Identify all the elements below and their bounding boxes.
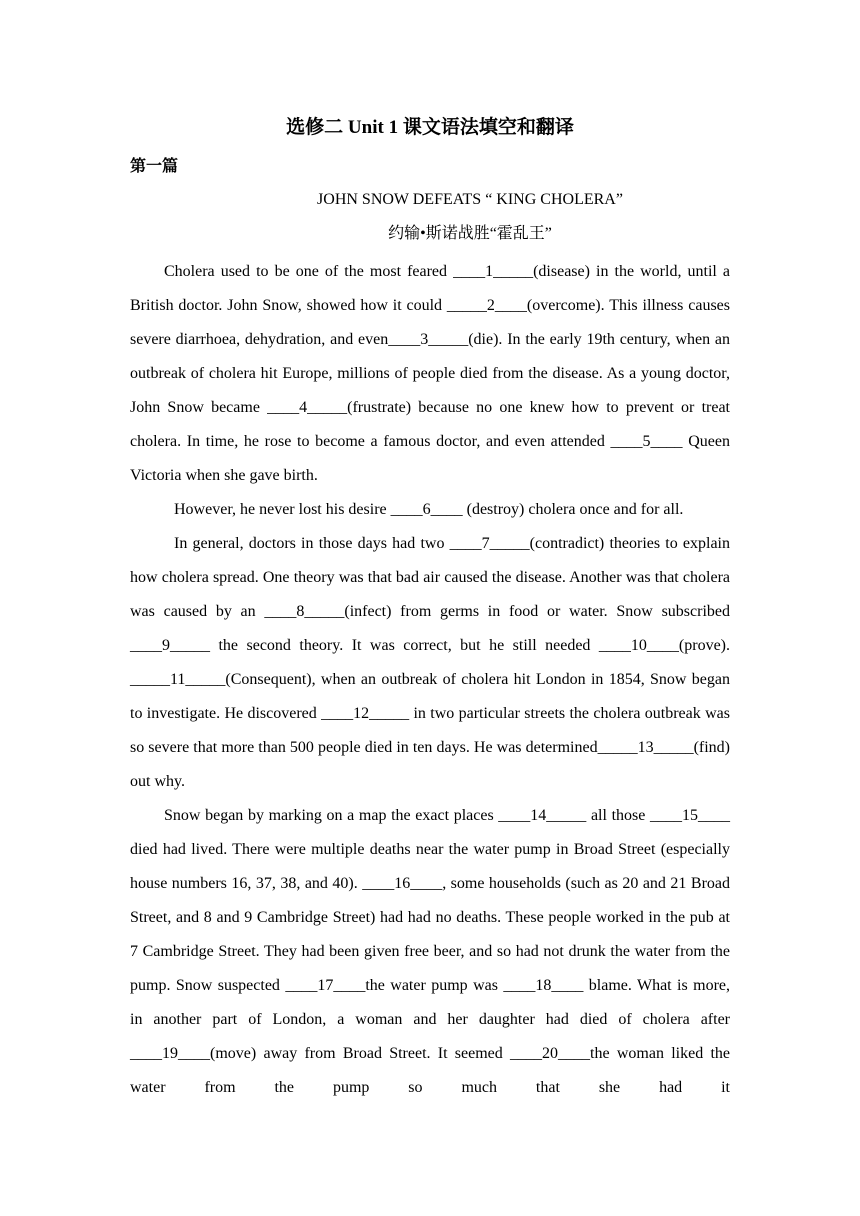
section-label: 第一篇 bbox=[130, 158, 179, 175]
paragraph-3: In general, doctors in those days had two ____7_____(contradict) theories to explain how cholera spread. One theory was that bad air caused the disease. Another was that cholera was caused by an ____8_____(infect) from germs in food or water. Snow subscribed ____9_____ the second theory. It was correct, but he still needed ____10____(prove). _____11_____(Consequent), when an outbreak of cholera hit London in 1854, Snow began to investigate. He discovered ____12_____ in two particular streets the cholera outbreak was so severe that more than 500 people died in ten days. He was determined_____13_____(find) out why. bbox=[130, 535, 730, 790]
document-title: 选修二 Unit 1 课文语法填空和翻译 bbox=[286, 117, 574, 138]
paragraph-4: Snow began by marking on a map the exact places ____14_____ all those ____15____ died had lived. There were multiple deaths near the water pump in Broad Street (especially house numbers 16, 37, 38, and 40). ____16____, some households (such as 20 and 21 Broad Street, and 8 and 9 Cambridge Street) had had no deaths. These people worked in the pub at 7 Cambridge Street. They had been given free beer, and so had not drunk the water from the pump. Snow suspected ____17____the water pump was ____18____ blame. What is more, in another part of London, a woman and her daughter had died of cholera after ____19____(move) away from Broad Street. It seemed ____20____the woman liked the water from the pump so much that she had it bbox=[130, 807, 730, 1096]
paragraph-2: However, he never lost his desire ____6____ (destroy) cholera once and for all. bbox=[174, 501, 684, 518]
passage-subtitle: 约输•斯诺战胜“霍乱王” bbox=[388, 225, 552, 242]
passage-body bbox=[130, 255, 730, 1105]
paragraph-1: Cholera used to be one of the most feared ____1_____(disease) in the world, until a British doctor. John Snow, showed how it could _____2____(overcome). This illness causes severe diarrhoea, dehydration, and even____3_____(die). In the early 19th century, when an outbreak of cholera hit Europe, millions of people died from the disease. As a young doctor, John Snow became ____4_____(frustrate) because no one knew how to prevent or treat cholera. In time, he rose to become a famous doctor, and even attended ____5____ Queen Victoria when she gave birth. bbox=[130, 263, 730, 484]
passage-title: JOHN SNOW DEFEATS “ KING CHOLERA” bbox=[317, 191, 623, 208]
